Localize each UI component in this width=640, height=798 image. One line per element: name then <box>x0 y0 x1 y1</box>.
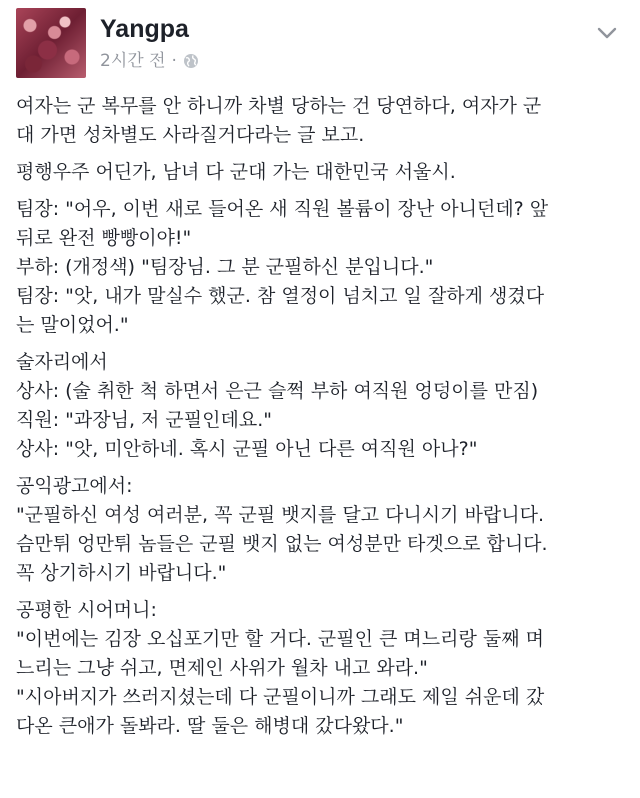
author-name[interactable]: Yangpa <box>100 15 189 43</box>
post-meta <box>100 50 199 72</box>
text-line: 는 말이었어." <box>16 314 129 336</box>
paragraph-intro <box>16 92 628 150</box>
post-header <box>16 8 624 78</box>
text-line: "이번에는 김장 오십포기만 할 거다. 군필인 큰 며느리랑 둘째 며 <box>16 628 544 650</box>
text-line: 직원: "과장님, 저 군필인데요." <box>16 409 272 431</box>
meta-separator: · <box>171 51 177 71</box>
text-line: 팀장: "앗, 내가 말실수 했군. 참 열정이 넘치고 일 잘하게 생겼다 <box>16 285 545 307</box>
text-line: 여자는 군 복무를 안 하니까 차별 당하는 건 당연하다, 여자가 군 <box>16 95 542 117</box>
paragraph-psa <box>16 472 628 588</box>
text-line: 꼭 상기하시기 바랍니다." <box>16 562 227 584</box>
paragraph-office <box>16 195 628 340</box>
text-line: 느리는 그냥 쉬고, 면제인 사위가 월차 내고 와라." <box>16 657 428 679</box>
post-body <box>16 92 628 749</box>
globe-icon[interactable] <box>183 53 199 69</box>
paragraph-drinking <box>16 348 628 464</box>
text-line: 상사: (술 취한 척 하면서 은근 슬쩍 부하 여직원 엉덩이를 만짐) <box>16 380 539 402</box>
text-line: 슴만튀 엉만튀 놈들은 군필 뱃지 없는 여성분만 타겟으로 합니다. <box>16 533 548 555</box>
chevron-down-icon[interactable] <box>594 20 620 46</box>
text-line: 평행우주 어딘가, 남녀 다 군대 가는 대한민국 서울시. <box>16 161 456 183</box>
text-line: 술자리에서 <box>16 351 108 373</box>
text-line: 부하: (개정색) "팀장님. 그 분 군필하신 분입니다." <box>16 256 434 278</box>
text-line: 상사: "앗, 미안하네. 혹시 군필 아닌 다른 여직원 아나?" <box>16 438 478 460</box>
post-timestamp[interactable]: 2시간 전 <box>100 51 166 71</box>
text-line: 공평한 시어머니: <box>16 599 157 621</box>
paragraph-mother-in-law <box>16 596 628 741</box>
text-line: 다온 큰애가 돌봐라. 딸 둘은 해병대 갔다왔다." <box>16 715 404 737</box>
avatar[interactable] <box>16 8 86 78</box>
text-line: "군필하신 여성 여러분, 꼭 군필 뱃지를 달고 다니시기 바랍니다. <box>16 504 544 526</box>
text-line: 공익광고에서: <box>16 475 133 497</box>
text-line: 팀장: "어우, 이번 새로 들어온 새 직원 볼륨이 장난 아니던데? 앞 <box>16 198 549 220</box>
text-line: 뒤로 완전 빵빵이야!" <box>16 227 192 249</box>
text-line: 대 가면 성차별도 사라질거다라는 글 보고. <box>16 124 365 146</box>
text-line: "시아버지가 쓰러지셨는데 다 군필이니까 그래도 제일 쉬운데 갔 <box>16 686 545 708</box>
paragraph-setting <box>16 158 628 187</box>
